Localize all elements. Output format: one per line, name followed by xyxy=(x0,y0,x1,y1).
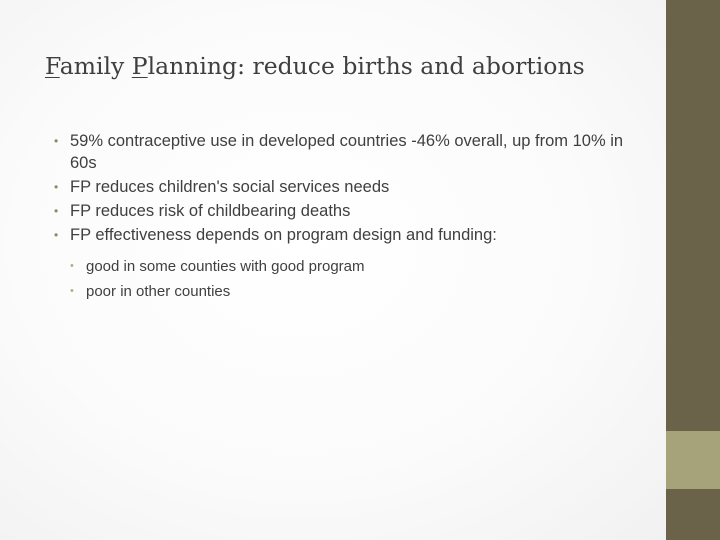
sub-bullet-dot-icon: • xyxy=(70,285,74,297)
sidebar-bar-top xyxy=(666,0,720,431)
bullet-item xyxy=(54,200,654,222)
title-initial-p: P xyxy=(131,52,148,80)
bullet-text: 59% contraceptive use in developed countries -46% overall, up from 10% in 60s xyxy=(70,132,624,172)
bullet-dot-icon: • xyxy=(54,204,59,218)
sidebar-bar-accent xyxy=(666,431,720,489)
bullet-dot-icon: • xyxy=(54,228,59,242)
bullet-text: FP reduces risk of childbearing deaths xyxy=(70,202,351,220)
title-text-2: lanning: reduce births and abortions xyxy=(147,52,585,80)
sub-bullet-item xyxy=(70,254,654,279)
bullet-text: FP reduces children's social services needs xyxy=(70,178,390,196)
title-text-1: amily xyxy=(59,52,132,80)
sidebar-bar-bottom xyxy=(666,489,720,540)
sub-bullet-item xyxy=(70,279,654,304)
title-initial-f: F xyxy=(45,52,60,80)
slide-title xyxy=(45,52,655,80)
sub-bullet-text: good in some counties with good program xyxy=(86,258,365,275)
bullet-list xyxy=(54,130,654,306)
bullet-item xyxy=(54,224,654,304)
bullet-text: FP effectiveness depends on program design and funding: xyxy=(70,226,497,244)
sub-bullet-text: poor in other counties xyxy=(86,283,231,300)
sub-bullet-dot-icon: • xyxy=(70,260,74,272)
bullet-item xyxy=(54,176,654,198)
sub-bullet-list xyxy=(70,254,654,304)
bullet-dot-icon: • xyxy=(54,134,59,148)
bullet-dot-icon: • xyxy=(54,180,59,194)
bullet-item xyxy=(54,130,654,174)
